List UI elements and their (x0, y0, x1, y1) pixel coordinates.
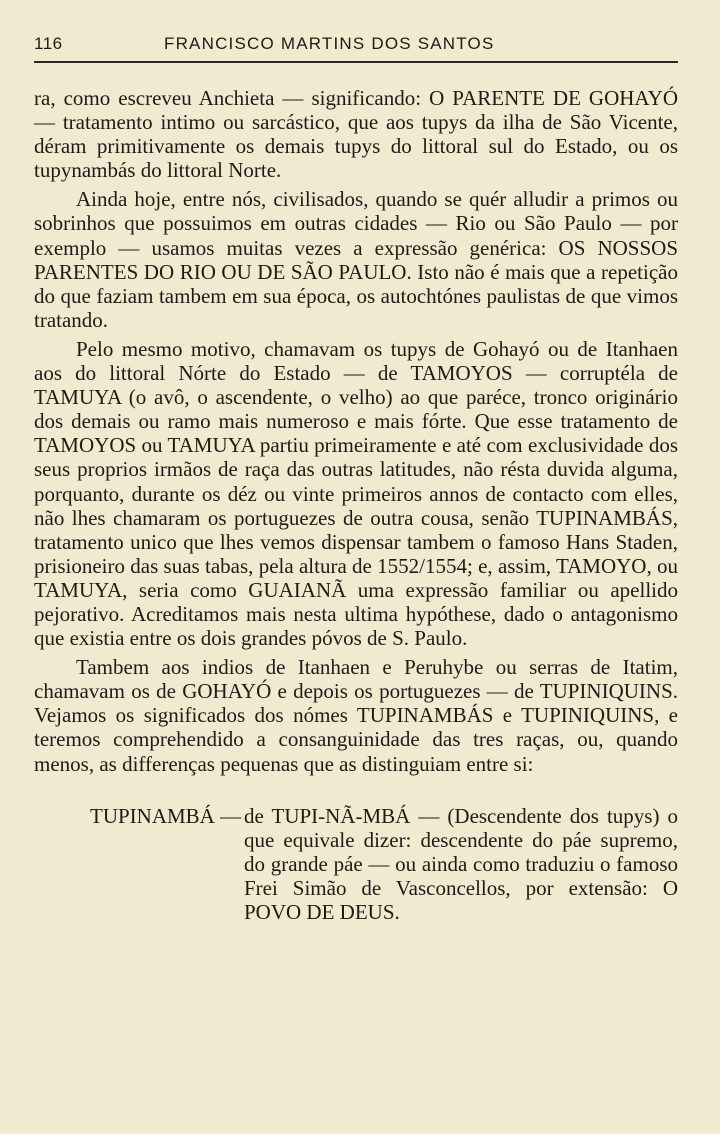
running-head: FRANCISCO MARTINS DOS SANTOS (164, 34, 495, 53)
paragraph-3: Pelo mesmo motivo, chamavam os tupys de Gohayó ou de Itanhaen aos do littoral Nórte do Estado — de TAMOYOS — corruptéla de TAMUYA (o avô, o ascendente, o velho) ao que paréce, tronco originário dos demais ou ramo mais numeroso e mais fórte. Que esse tratamento de TAMOYOS ou TAMUYA partiu primeiramente e até com exclusividade dos seus proprios irmãos de raça das outras latitudes, não résta duvida alguma, porquanto, durante os déz ou vinte primeiros annos de contacto com elles, não lhes chamaram os portuguezes de outra cousa, senão TUPINAMBÁS, tratamento unico que lhes vemos dispensar tambem o famoso Hans Staden, prisioneiro das suas tabas, pela altura de 1552/1554; e, assim, TAMOYO, ou TAMUYA, seria como GUAIANÃ uma expressão familiar ou apellido pejorativo. Acreditamos mais nesta ultima hypóthese, dado o antagonismo que existia entre os dois grandes póvos de S. Paulo. (34, 336, 678, 651)
definition-text: de TUPI-NÃ-MBÁ — (Descendente dos tupys) o que equivale dizer: descendente do páe supremo, do grande páe — ou ainda como traduziu o famoso Frei Simão de Vasconcellos, por extensão: O POVO DE DEUS. (244, 803, 678, 924)
paragraph-1: ra, como escreveu Anchieta — significando: O PARENTE DE GOHAYÓ — tratamento intimo ou sarcástico, que aos tupys da ilha de São Vicente, déram primitivamente os demais tupys do littoral sul do Estado, ou os tupynambás do littoral Norte. (34, 86, 678, 183)
paragraph-4: Tambem aos indios de Itanhaen e Peruhybe ou serras de Itatim, chamavam os de GOHAYÓ e depois os portuguezes — de TUPINIQUINS. Vejamos os significados dos nómes TUPINAMBÁS e TUPINIQUINS, e teremos comprehendido a consanguinidade das tres raças, ou, quando menos, as differenças pequenas que as distinguiam entre si: (34, 655, 678, 776)
paragraph-2: Ainda hoje, entre nós, civilisados, quando se quér alludir a primos ou sobrinhos que possuimos em outras cidades — Rio ou São Paulo — por exemplo — usamos muitas vezes a expressão genérica: OS NOSSOS PARENTES DO RIO OU DE SÃO PAULO. Isto não é mais que a repetição do que faziam tambem em sua época, os autochtónes paulistas de que vimos tratando. (34, 187, 678, 332)
header-rule (34, 61, 678, 63)
page-number: 116 (34, 34, 63, 53)
page-body (34, 86, 678, 924)
page-header (34, 34, 684, 60)
definition-entry (34, 804, 678, 924)
definition-term: TUPINAMBÁ — (90, 803, 242, 828)
